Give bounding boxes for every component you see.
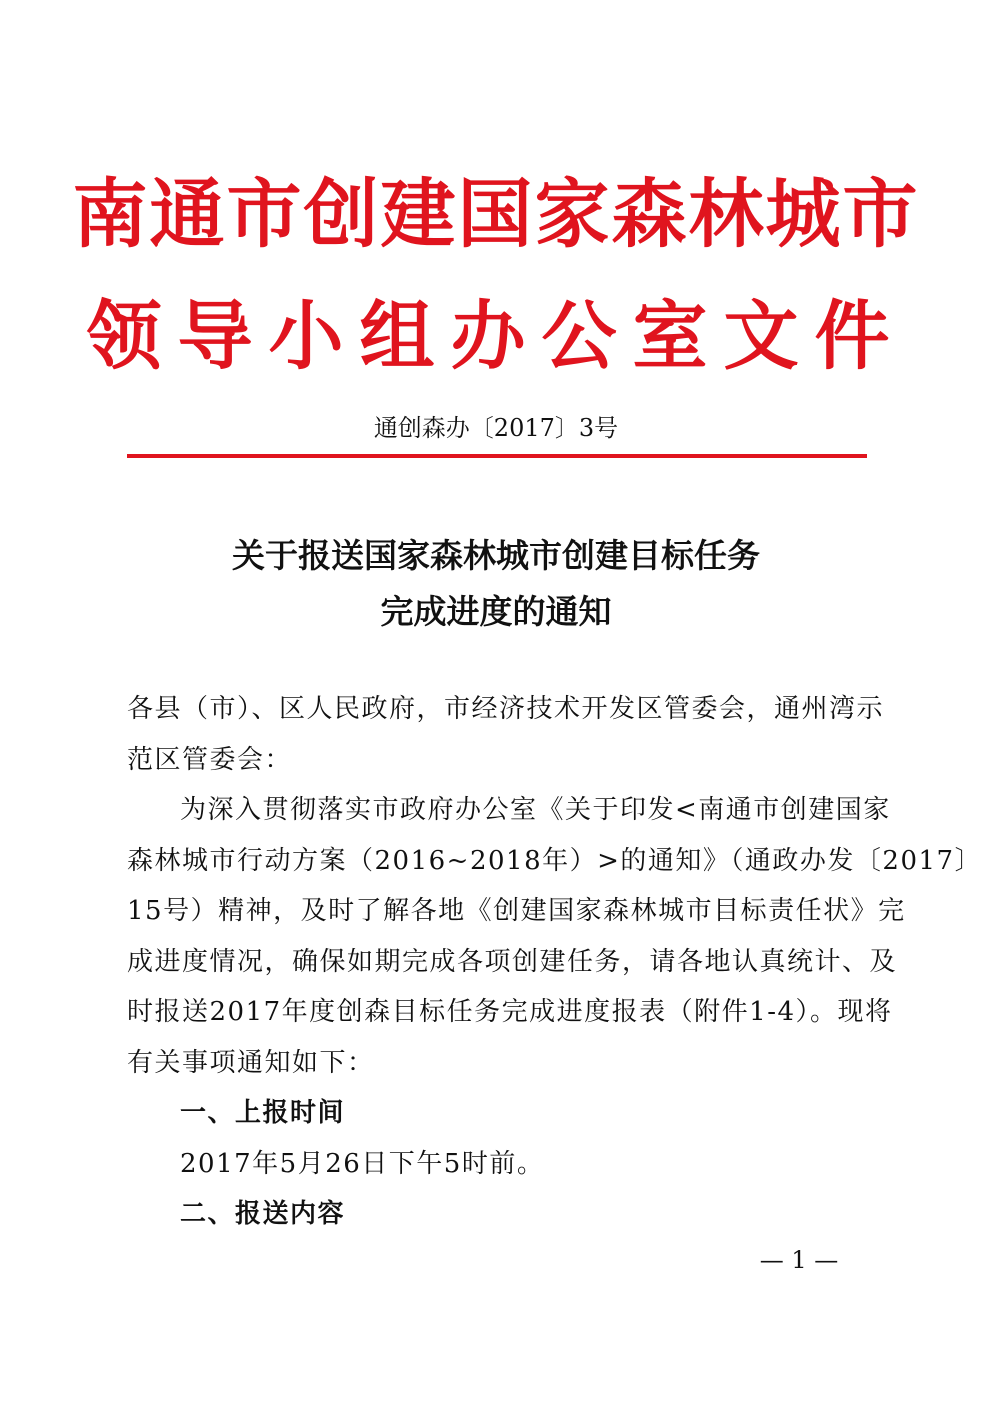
body-line-addressee-2: 范区管委会： <box>127 745 293 775</box>
body-line-4: 成进度情况，确保如期完成各项创建任务，请各地认真统计、及 <box>127 947 898 977</box>
document-title-line-2: 完成进度的通知 <box>380 592 612 631</box>
red-header-rule <box>127 454 867 458</box>
issuing-office-line-2: 领导小组办公室文件 <box>86 292 906 380</box>
document-title-line-1: 关于报送国家森林城市创建目标任务 <box>232 536 760 575</box>
body-line-5: 时报送2017年度创森目标任务完成进度报表（附件1-4）。现将 <box>127 997 893 1027</box>
section-heading-report-content: 二、报送内容 <box>180 1199 346 1229</box>
body-line-1: 为深入贯彻落实市政府办公室《关于印发<南通市创建国家 <box>180 795 891 825</box>
issuing-office-line-1: 南通市创建国家森林城市 <box>72 170 920 258</box>
section-heading-report-time: 一、上报时间 <box>180 1098 346 1128</box>
document-number: 通创森办〔2017〕3号 <box>373 414 619 442</box>
section-text-report-time: 2017年5月26日下午5时前。 <box>180 1149 545 1179</box>
body-line-3: 15号）精神，及时了解各地《创建国家森林城市目标责任状》完 <box>127 896 906 926</box>
body-line-addressee-1: 各县（市）、区人民政府，市经济技术开发区管委会，通州湾示 <box>127 694 885 724</box>
body-line-2: 森林城市行动方案（2016~2018年）>的通知》（通政办发〔2017〕 <box>127 846 983 876</box>
page-number: — 1 — <box>759 1246 839 1274</box>
body-line-6: 有关事项通知如下： <box>127 1048 375 1078</box>
